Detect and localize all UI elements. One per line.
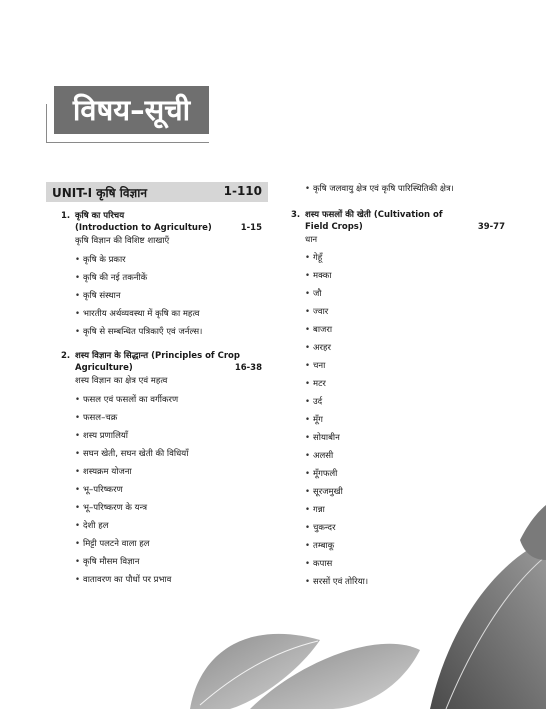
list-item: • भू–परिष्करण के यन्त्र — [75, 499, 262, 517]
page-title: विषय–सूची — [54, 86, 209, 134]
list-item: • कृषि से सम्बन्धित पत्रिकाएँ एवं जर्नल्स। — [75, 323, 262, 341]
list-item: • मक्का — [305, 267, 505, 285]
section-1-title — [61, 210, 262, 234]
list-item: • सघन खेती, सघन खेती की विधियाँ — [75, 445, 262, 463]
list-item: • कृषि मौसम विज्ञान — [75, 553, 262, 571]
unit-header — [46, 182, 268, 202]
list-item: • गेहूँ — [305, 249, 505, 267]
list-item: • चना — [305, 357, 505, 375]
list-item: • मिट्टी पलटने वाला हल — [75, 535, 262, 553]
section-1-title-line2: (Introduction to Agriculture) — [75, 223, 212, 233]
list-item: • कृषि संस्थान — [75, 287, 262, 305]
section-3-title-line2: Field Crops) — [305, 222, 363, 232]
leaf-center — [250, 644, 420, 709]
section-3-items — [305, 249, 505, 591]
list-item: • शस्य प्रणालियाँ — [75, 427, 262, 445]
list-item: • वातावरण का पौधों पर प्रभाव — [75, 571, 262, 589]
list-item: • सोयाबीन — [305, 429, 505, 447]
section-2-items — [75, 391, 262, 589]
list-item: • चुकन्दर — [305, 519, 505, 537]
leaf-left-vein — [200, 641, 318, 705]
list-item: • गन्ना — [305, 501, 505, 519]
section-3-number: 3. — [291, 210, 301, 220]
list-item: • अरहर — [305, 339, 505, 357]
list-item: • कपास — [305, 555, 505, 573]
list-item: • मूँगफली — [305, 465, 505, 483]
section-2-title — [61, 350, 262, 374]
unit-title: UNIT-I कृषि विज्ञान — [52, 186, 147, 200]
title-block — [46, 84, 210, 144]
section-3-title-line1: शस्य फसलों की खेती (Cultivation of — [305, 210, 443, 220]
section-2[interactable] — [61, 350, 262, 589]
list-item: • भू–परिष्करण — [75, 481, 262, 499]
list-item: • अलसी — [305, 447, 505, 465]
section-2-number: 2. — [61, 351, 71, 361]
leaf-right-upper — [520, 505, 546, 560]
list-item: • कृषि की नई तकनीकें — [75, 269, 262, 287]
section-2-subtitle: शस्य विज्ञान का क्षेत्र एवं महत्व — [75, 376, 168, 386]
leaf-left — [190, 634, 320, 709]
list-item: • जौ — [305, 285, 505, 303]
section-1-subtitle: कृषि विज्ञान की विशिष्ट शाखाएँ — [75, 236, 170, 246]
section-2-pages: 16-38 — [234, 363, 262, 373]
list-item: • उर्द — [305, 393, 505, 411]
section-2-title-line1: शस्य विज्ञान के सिद्धान्त (Principles of Crop — [75, 351, 240, 361]
list-item: • देशी हल — [75, 517, 262, 535]
list-item: • फसल एवं फसलों का वर्गीकरण — [75, 391, 262, 409]
section-1-items — [75, 251, 262, 341]
section-2-carry — [305, 180, 505, 198]
list-item: • फसल–चक्र — [75, 409, 262, 427]
list-item: • बाजरा — [305, 321, 505, 339]
list-item: • मूँग — [305, 411, 505, 429]
list-item: • कृषि के प्रकार — [75, 251, 262, 269]
list-item: • कृषि जलवायु क्षेत्र एवं कृषि पारिस्थितिकी क्षेत्र। — [305, 180, 505, 198]
section-1-title-line1: कृषि का परिचय — [75, 211, 125, 221]
list-item: • शस्यक्रम योजना — [75, 463, 262, 481]
section-2-title-line2: Agriculture) — [75, 363, 133, 373]
section-3-title — [291, 209, 505, 233]
list-item: • सरसों एवं तोरिया। — [305, 573, 505, 591]
list-item: • सूरजमुखी — [305, 483, 505, 501]
list-item: • मटर — [305, 375, 505, 393]
list-item: • ज्वार — [305, 303, 505, 321]
section-1-number: 1. — [61, 211, 71, 221]
section-1[interactable] — [61, 210, 262, 341]
list-item: • तम्बाकू — [305, 537, 505, 555]
unit-pages: 1-110 — [223, 184, 262, 198]
section-3[interactable] — [291, 180, 505, 591]
list-item: • भारतीय अर्थव्यवस्था में कृषि का महत्व — [75, 305, 262, 323]
section-1-pages: 1-15 — [240, 223, 262, 233]
section-3-subtitle: धान — [305, 235, 318, 245]
section-3-pages: 39-77 — [477, 222, 505, 232]
